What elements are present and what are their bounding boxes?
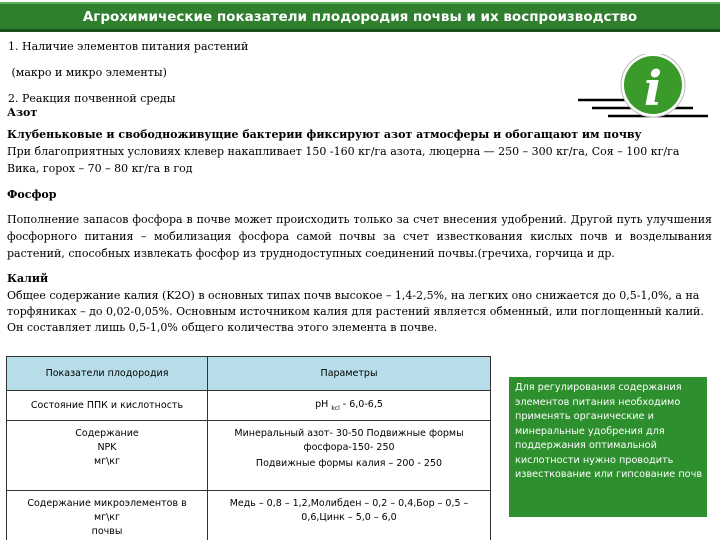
info-icon-letter: i [643, 61, 663, 117]
micro-label-1: Содержание микроэлементов в мг\кг [27, 498, 187, 523]
table-cell-micro [7, 491, 208, 540]
phosphorus-heading: Фосфор [7, 188, 57, 201]
npk-label-1: Содержание [75, 428, 139, 439]
page-title: Агрохимические показатели плодородия почвы и их воспроизводство [82, 9, 638, 25]
nitrogen-heading: Азот [7, 106, 38, 119]
parameters-table [6, 356, 491, 540]
table-row [7, 421, 491, 491]
table-cell-ppk: Состояние ППК и кислотность [7, 391, 208, 421]
table-cell-micro-values: Медь – 0,8 – 1,2,Молибден – 0,2 – 0,4,Бор – 0,5 – 0,6,Цинк – 5,0 – 6,0 [208, 491, 491, 540]
table-cell-npk-values [208, 421, 491, 491]
title-bar [0, 2, 720, 32]
ph-label: pH [315, 399, 332, 411]
nitrogen-line-1: При благоприятных условиях клевер накапливает 150 -160 кг/га азота, люцерна — 250 – 300 кг/га, Соя – 100 кг/га [7, 145, 680, 158]
ph-subscript: kcl [331, 404, 340, 412]
nitrogen-section [7, 106, 712, 176]
potassium-section [7, 272, 712, 336]
table-cell-ph [208, 391, 491, 421]
table-header-indicators: Показатели плодородия [7, 357, 208, 391]
table-cell-npk [7, 421, 208, 491]
potassium-heading: Калий [7, 272, 49, 285]
intro-item-macro-micro: (макро и микро элементы) [8, 66, 167, 79]
regulation-note: Для регулирования содержания элементов питания необходимо применять органические и минеральные удобрения для поддержания оптимальной кислотности нужно проводить известкование или гипсование почв [509, 377, 707, 517]
table-row [7, 491, 491, 540]
phosphorus-section [7, 188, 712, 262]
npk-label-2: NPK [97, 442, 117, 453]
micro-label-2: почвы [91, 526, 123, 537]
table-header-parameters: Параметры [208, 357, 491, 391]
ph-value: - 6,0-6,5 [339, 399, 383, 411]
intro-item-reaction: 2. Реакция почвенной среды [8, 92, 176, 105]
phosphorus-text: Пополнение запасов фосфора в почве может происходить только за счет внесения удобрений. Другой путь улучшения фосфорного питания – мобилизация фосфора самой почвы за счет известкования кислых почв и возделывания растений, способных извлекать фосфор из труднодоступных соединений почвы.(гречиха, горчица и др. [7, 213, 712, 260]
nitrogen-subheading: Клубеньковые и свободноживущие бактерии фиксируют азот атмосферы и обогащают им почву [7, 128, 642, 141]
potassium-text: Общее содержание калия (K2O) в основных типах почв высокое – 1,4-2,5%, на легких оно снижается до 0,5-1,0%, а на торфяниках – до 0,02-0,05%. Основным источником калия для растений является обменный, или поглощенный калий. Он составляет лишь 0,5-1,0% общего количества этого элемента в почве. [7, 289, 704, 334]
npk-label-3: мг\кг [93, 456, 121, 467]
table-row [7, 391, 491, 421]
npk-values-1: Минеральный азот- 30-50 Подвижные формы фосфора-150- 250 [234, 428, 464, 453]
nitrogen-line-2: Вика, горох – 70 – 80 кг/га в год [7, 162, 193, 175]
npk-values-2: Подвижные формы калия – 200 - 250 [255, 458, 443, 469]
table-header-row [7, 357, 491, 391]
intro-item-nutrients: 1. Наличие элементов питания растений [8, 40, 249, 53]
